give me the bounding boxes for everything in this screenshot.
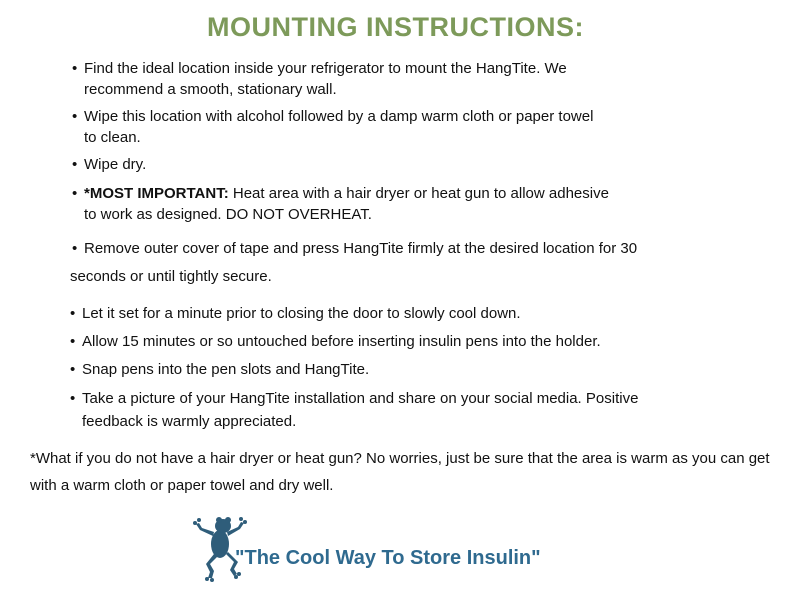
instruction-text: seconds or until tightly secure. <box>70 268 272 285</box>
bullet-dot: • <box>70 390 76 407</box>
bullet-dot: • <box>72 240 78 257</box>
instruction-text: Remove outer cover of tape and press HangTite firmly at the desired location for 30 <box>84 240 638 257</box>
bullet-dot: • <box>72 156 78 173</box>
instruction-text: Allow 15 minutes or so untouched before inserting insulin pens into the holder. <box>82 333 601 350</box>
bullet-dot: • <box>70 333 76 350</box>
instruction-item-3 <box>72 154 146 175</box>
important-label: *MOST IMPORTANT: <box>84 185 229 202</box>
instruction-text: recommend a smooth, stationary wall. <box>84 81 337 98</box>
bullet-dot: • <box>72 108 78 125</box>
instruction-text: Find the ideal location inside your refrigerator to mount the HangTite. We <box>84 60 567 77</box>
footnote: *What if you do not have a hair dryer or heat gun? No worries, just be sure that the area is warm as you can get with a warm cloth or paper towel and dry well. <box>30 450 770 494</box>
bullet-dot: • <box>72 185 78 202</box>
instruction-text: Let it set for a minute prior to closing the door to slowly cool down. <box>82 305 521 322</box>
instruction-text: feedback is warmly appreciated. <box>82 413 297 430</box>
instruction-text: Wipe this location with alcohol followed by a damp warm cloth or paper towel <box>84 108 594 125</box>
instruction-item-5 <box>72 235 637 291</box>
tagline: "The Cool Way To Store Insulin" <box>235 547 541 569</box>
instruction-item-4 <box>72 183 609 225</box>
instruction-item-1 <box>72 58 567 100</box>
instruction-item-8 <box>70 359 369 380</box>
instruction-text: to work as designed. DO NOT OVERHEAT. <box>84 206 372 223</box>
instruction-item-6 <box>70 303 521 324</box>
instruction-text: Heat area with a hair dryer or heat gun to allow adhesive <box>228 185 609 202</box>
instruction-item-9 <box>70 387 638 433</box>
bullet-dot: • <box>70 361 76 378</box>
page-title: MOUNTING INSTRUCTIONS: <box>207 12 584 42</box>
instruction-item-7 <box>70 331 601 352</box>
instruction-text: Take a picture of your HangTite installation and share on your social media. Positive <box>82 390 639 407</box>
bullet-dot: • <box>70 305 76 322</box>
instruction-text: Snap pens into the pen slots and HangTite. <box>82 361 370 378</box>
instruction-text: Wipe dry. <box>84 156 147 173</box>
bullet-dot: • <box>72 60 78 77</box>
instruction-item-2 <box>72 106 593 148</box>
instruction-text: to clean. <box>84 129 141 146</box>
